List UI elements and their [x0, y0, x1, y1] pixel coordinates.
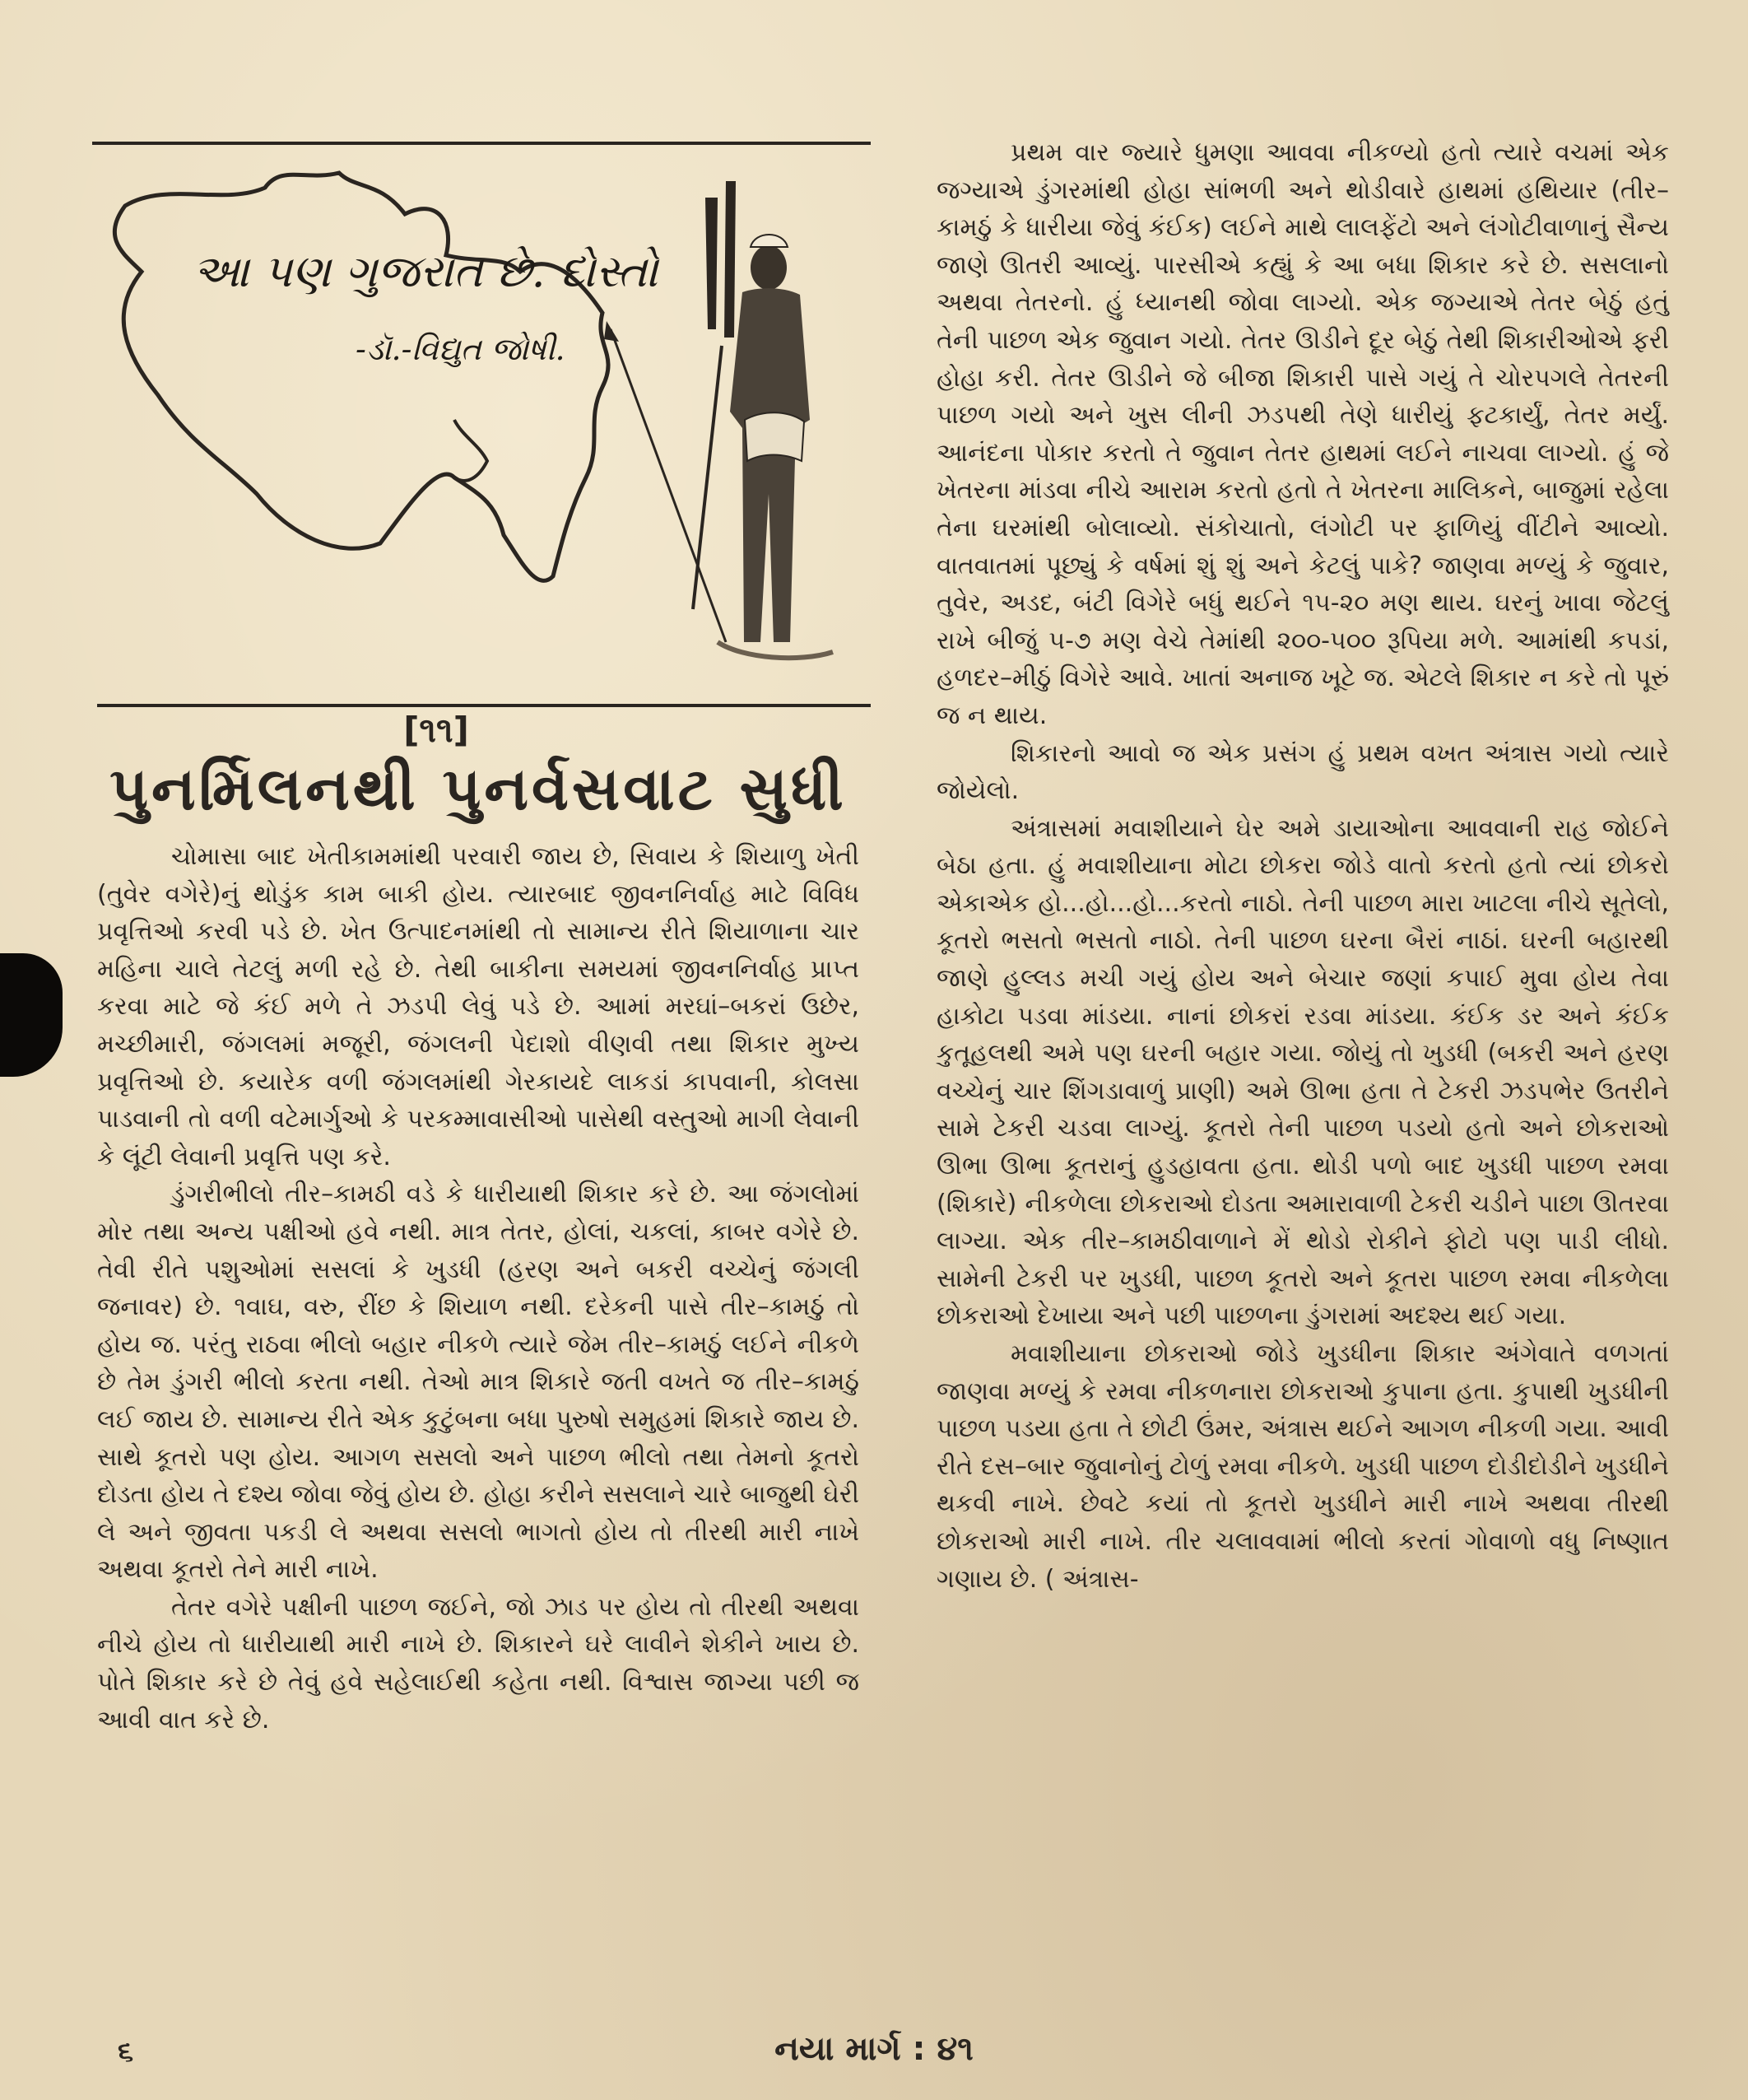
page-number: ૬: [118, 2035, 134, 2068]
illustration: [92, 148, 866, 700]
ink-stain: [0, 953, 63, 1077]
article-title: પુનર્મિલનથી પુનર્વસવાટ સુધી: [109, 754, 847, 823]
paragraph: મવાશીયાના છોકરાઓ જોડે ખુડધીના શિકાર અંગેવાતે વળગતાં જાણવા મળ્યું કે રમવા નીકળનારા છોકરાઓ કુપાના હતા. કુપાથી ખુડધીની પાછળ પડયા હતા તે છોટી ઉંમર, અંત્રાસ થઈને આગળ નીકળી ગયા. આવી રીતે દસ–બાર જુવાનોનું ટોળું રમવા નીકળે. ખુડધી પાછળ દોડીદોડીને ખુડધીને થકવી નાખે. છેવટે કયાં તો કૂતરો ખુડધીને મારી નાખે અથવા તીરથી છોકરાઓ મારી નાખે. તીર ચલાવવામાં ભીલો કરતાં ગોવાળો વધુ નિષ્ણાત ગણાય છે. ( અંત્રાસ-: [937, 1339, 1669, 1594]
gulf-of-kutch-detail: [454, 420, 487, 481]
left-column: [97, 838, 859, 1739]
illustration-title: આ પણ ગુજરાત છે. દોસ્તો: [193, 245, 658, 297]
paragraph: તેતર વગેરે પક્ષીની પાછળ જઈને, જો ઝાડ પર હોય તો તીરથી અથવા નીચે હોય તો ધારીયાથી મારી નાખે છે. શિકારને ઘરે લાવીને શેકીને ખાય છે. પોતે શિકાર કરે છે તેવું હવે સહેલાઈથી કહેતા નથી. વિશ્વાસ જાગ્યા પછી જ આવી વાત કરે છે.: [97, 1592, 859, 1734]
paragraph: ચોમાસા બાદ ખેતીકામમાંથી પરવારી જાય છે, સિવાય કે શિયાળુ ખેતી (તુવેર વગેરે)નું થોડુંક કામ બાકી હોય. ત્યારબાદ જીવનનિર્વાહ માટે વિવિધ પ્રવૃત્તિઓ કરવી પડે છે. ખેત ઉત્પાદનમાંથી તો સામાન્ય રીતે શિયાળાના ચાર મહિના ચાલે તેટલું મળી રહે છે. તેથી બાકીના સમયમાં જીવનનિર્વાહ પ્રાપ્ત કરવા માટે જે કંઈ મળે તે ઝડપી લેવું પડે છે. આમાં મરઘાં–બકરાં ઉછેર, મચ્છીમારી, જંગલમાં મજૂરી, જંગલની પેદાશો વીણવી તથા શિકાર મુખ્ય પ્રવૃત્તિઓ છે. કયારેક વળી જંગલમાંથી ગેરકાયદે લાકડાં કાપવાની, કોલસા પાડવાની તો વળી વટેમાર્ગુઓ કે પરકમ્માવાસીઓ પાસેથી વસ્તુઓ માગી લેવાની કે લૂંટી લેવાની પ્રવૃત્તિ પણ કરે.: [97, 842, 859, 1171]
gujarat-map-outline: [114, 173, 608, 580]
right-column: [937, 134, 1669, 1598]
article-number: [૧૧]: [403, 710, 469, 750]
paragraph: અંત્રાસમાં મવાશીયાને ઘેર અમે ડાયાઓના આવવાની રાહ જોઈને બેઠા હતા. હું મવાશીયાના મોટા છોકરા જોડે વાતો કરતો હતો ત્યાં છોકરો એકાએક હો...હો...હો...કરતો નાઠો. તેની પાછળ મારા ખાટલા નીચે સૂતેલો, કૂતરો ભસતો ભસતો નાઠો. તેની પાછળ ઘરના બૈરાં નાઠાં. ઘરની બહારથી જાણે હુલ્લડ મચી ગયું હોય અને બેચાર જણાં કપાઈ મુવા હોય તેવા હાકોટા પડવા માંડયા. નાનાં છોકરાં રડવા માંડયા. કંઈક ડર અને કંઈક કુતૂહલથી અમે પણ ઘરની બહાર ગયા. જોયું તો ખુડધી (બકરી અને હરણ વચ્ચેનું ચાર શિંગડાવાળું પ્રાણી) અમે ઊભા હતા તે ટેકરી ઝડપભેર ઉતરીને સામે ટેકરી ચડવા લાગ્યું. કૂતરો તેની પાછળ પડયો હતો અને છોકરાઓ ઊભા ઊભા કૂતરાનું હુડહાવતા હતા. થોડી પળો બાદ ખુડધી પાછળ રમવા (શિકારે) નીકળેલા છોકરાઓ દોડતા અમારાવાળી ટેકરી ચડીને પાછા ઊતરવા લાગ્યા. એક તીર–કામઠીવાળાને મેં થોડો રોકીને ફોટો પણ પાડી લીધો. સામેની ટેકરી પર ખુડધી, પાછળ કૂતરો અને કૂતરા પાછળ રમવા નીકળેલા છોકરાઓ દેખાયા અને પછી પાછળના ડુંગરામાં અદશ્ય થઈ ગયા.: [937, 813, 1669, 1331]
illustration-author: -ડૉ.-વિદ્યુત જોષી.: [356, 331, 565, 367]
paragraph: પ્રથમ વાર જ્યારે ધુમણા આવવા નીકળ્યો હતો ત્યારે વચમાં એક જગ્યાએ ડુંગરમાંથી હોહા સાંભળી અને થોડીવારે હાથમાં હથિયાર (તીર–કામઠું કે ધારીયા જેવું કંઈક) લઈને માથે લાલફેંટો અને લંગોટીવાળાનું સૈન્ય જાણે ઊતરી આવ્યું. પારસીએ કહ્યું કે આ બધા શિકાર કરે છે. સસલાનો અથવા તેતરનો. હું ધ્યાનથી જોવા લાગ્યો. એક જગ્યાએ તેતર બેઠું હતું તેની પાછળ એક જુવાન ગયો. તેતર ઊડીને દૂર બેઠું તેથી શિકારીઓએ ફરી હોહા કરી. તેતર ઊડીને જે બીજા શિકારી પાસે ગયું તે ચોરપગલે તેતરની પાછળ ગયો અને ખુસ લીની ઝડપથી તેણે ધારીયું ફટકાર્યું, તેતર મર્યું. આનંદના પોકાર કરતો તે જુવાન તેતર હાથમાં લઈને નાચવા લાગ્યો. હું જે ખેતરના માંડવા નીચે આરામ કરતો હતો તે ખેતરના માલિકને, બાજુમાં રહેલા તેના ઘરમાંથી બોલાવ્યો. સંકોચાતો, લંગોટી પર ફાળિયું વીંટીને આવ્યો. વાતવાતમાં પૂછ્યું કે વર્ષમાં શું શું અને કેટલું પાકે? જાણવા મળ્યું કે જુવાર, તુવેર, અડદ, બંટી વિગેરે બધું થઈને ૧૫-૨૦ મણ થાય. ઘરનું ખાવા જેટલું રાખે બીજું ૫-૭ મણ વેચે તેમાંથી ૨૦૦-૫૦૦ રૂપિયા મળે. આમાંથી કપડાં, હળદર–મીઠું વિગેરે આવે. ખાતાં અનાજ ખૂટે જ. એટલે શિકાર ન કરે તો પૂરું જ ન થાય.: [937, 138, 1669, 730]
paragraph: શિકારનો આવો જ એક પ્રસંગ હું પ્રથમ વખત અંત્રાસ ગયો ત્યારે જોયેલો.: [937, 738, 1669, 806]
gujarat-map-and-archer-illustration: [92, 148, 866, 700]
paragraph: ડુંગરીભીલો તીર–કામઠી વડે કે ધારીયાથી શિકાર કરે છે. આ જંગલોમાં મોર તથા અન્ય પક્ષીઓ હવે નથી. માત્ર તેતર, હોલાં, ચકલાં, કાબર વગેરે છે. તેવી રીતે પશુઓમાં સસલાં કે ખુડધી (હરણ અને બકરી વચ્ચેનું જંગલી જનાવર) છે. ૧વાઘ, વરુ, રીંછ કે શિયાળ નથી. દરેકની પાસે તીર–કામઠું તો હોય જ. પરંતુ રાઠવા ભીલો બહાર નીકળે ત્યારે જેમ તીર–કામઠું લઈને નીકળે છે તેમ ડુંગરી ભીલો કરતા નથી. તેઓ માત્ર શિકારે જતી વખતે જ તીર–કામઠું લઈ જાય છે. સામાન્ય રીતે એક કુટુંબના બધા પુરુષો સમુહમાં શિકારે જાય છે. સાથે કૂતરો પણ હોય. આગળ સસલો અને પાછળ ભીલો તથા તેમનો કૂતરો દોડતા હોય તે દશ્ય જોવા જેવું હોય છે. હોહા કરીને સસલાને ચારે બાજુથી ઘેરી લે અને જીવતા પકડી લે અથવા સસલો ભાગતો હોય તો તીરથી મારી નાખે અથવા કૂતરો તેને મારી નાખે.: [97, 1180, 859, 1585]
top-rule: [92, 142, 871, 145]
magazine-footer: નયા માર્ગ : ૪૧: [774, 2030, 974, 2068]
middle-rule: [97, 704, 871, 707]
